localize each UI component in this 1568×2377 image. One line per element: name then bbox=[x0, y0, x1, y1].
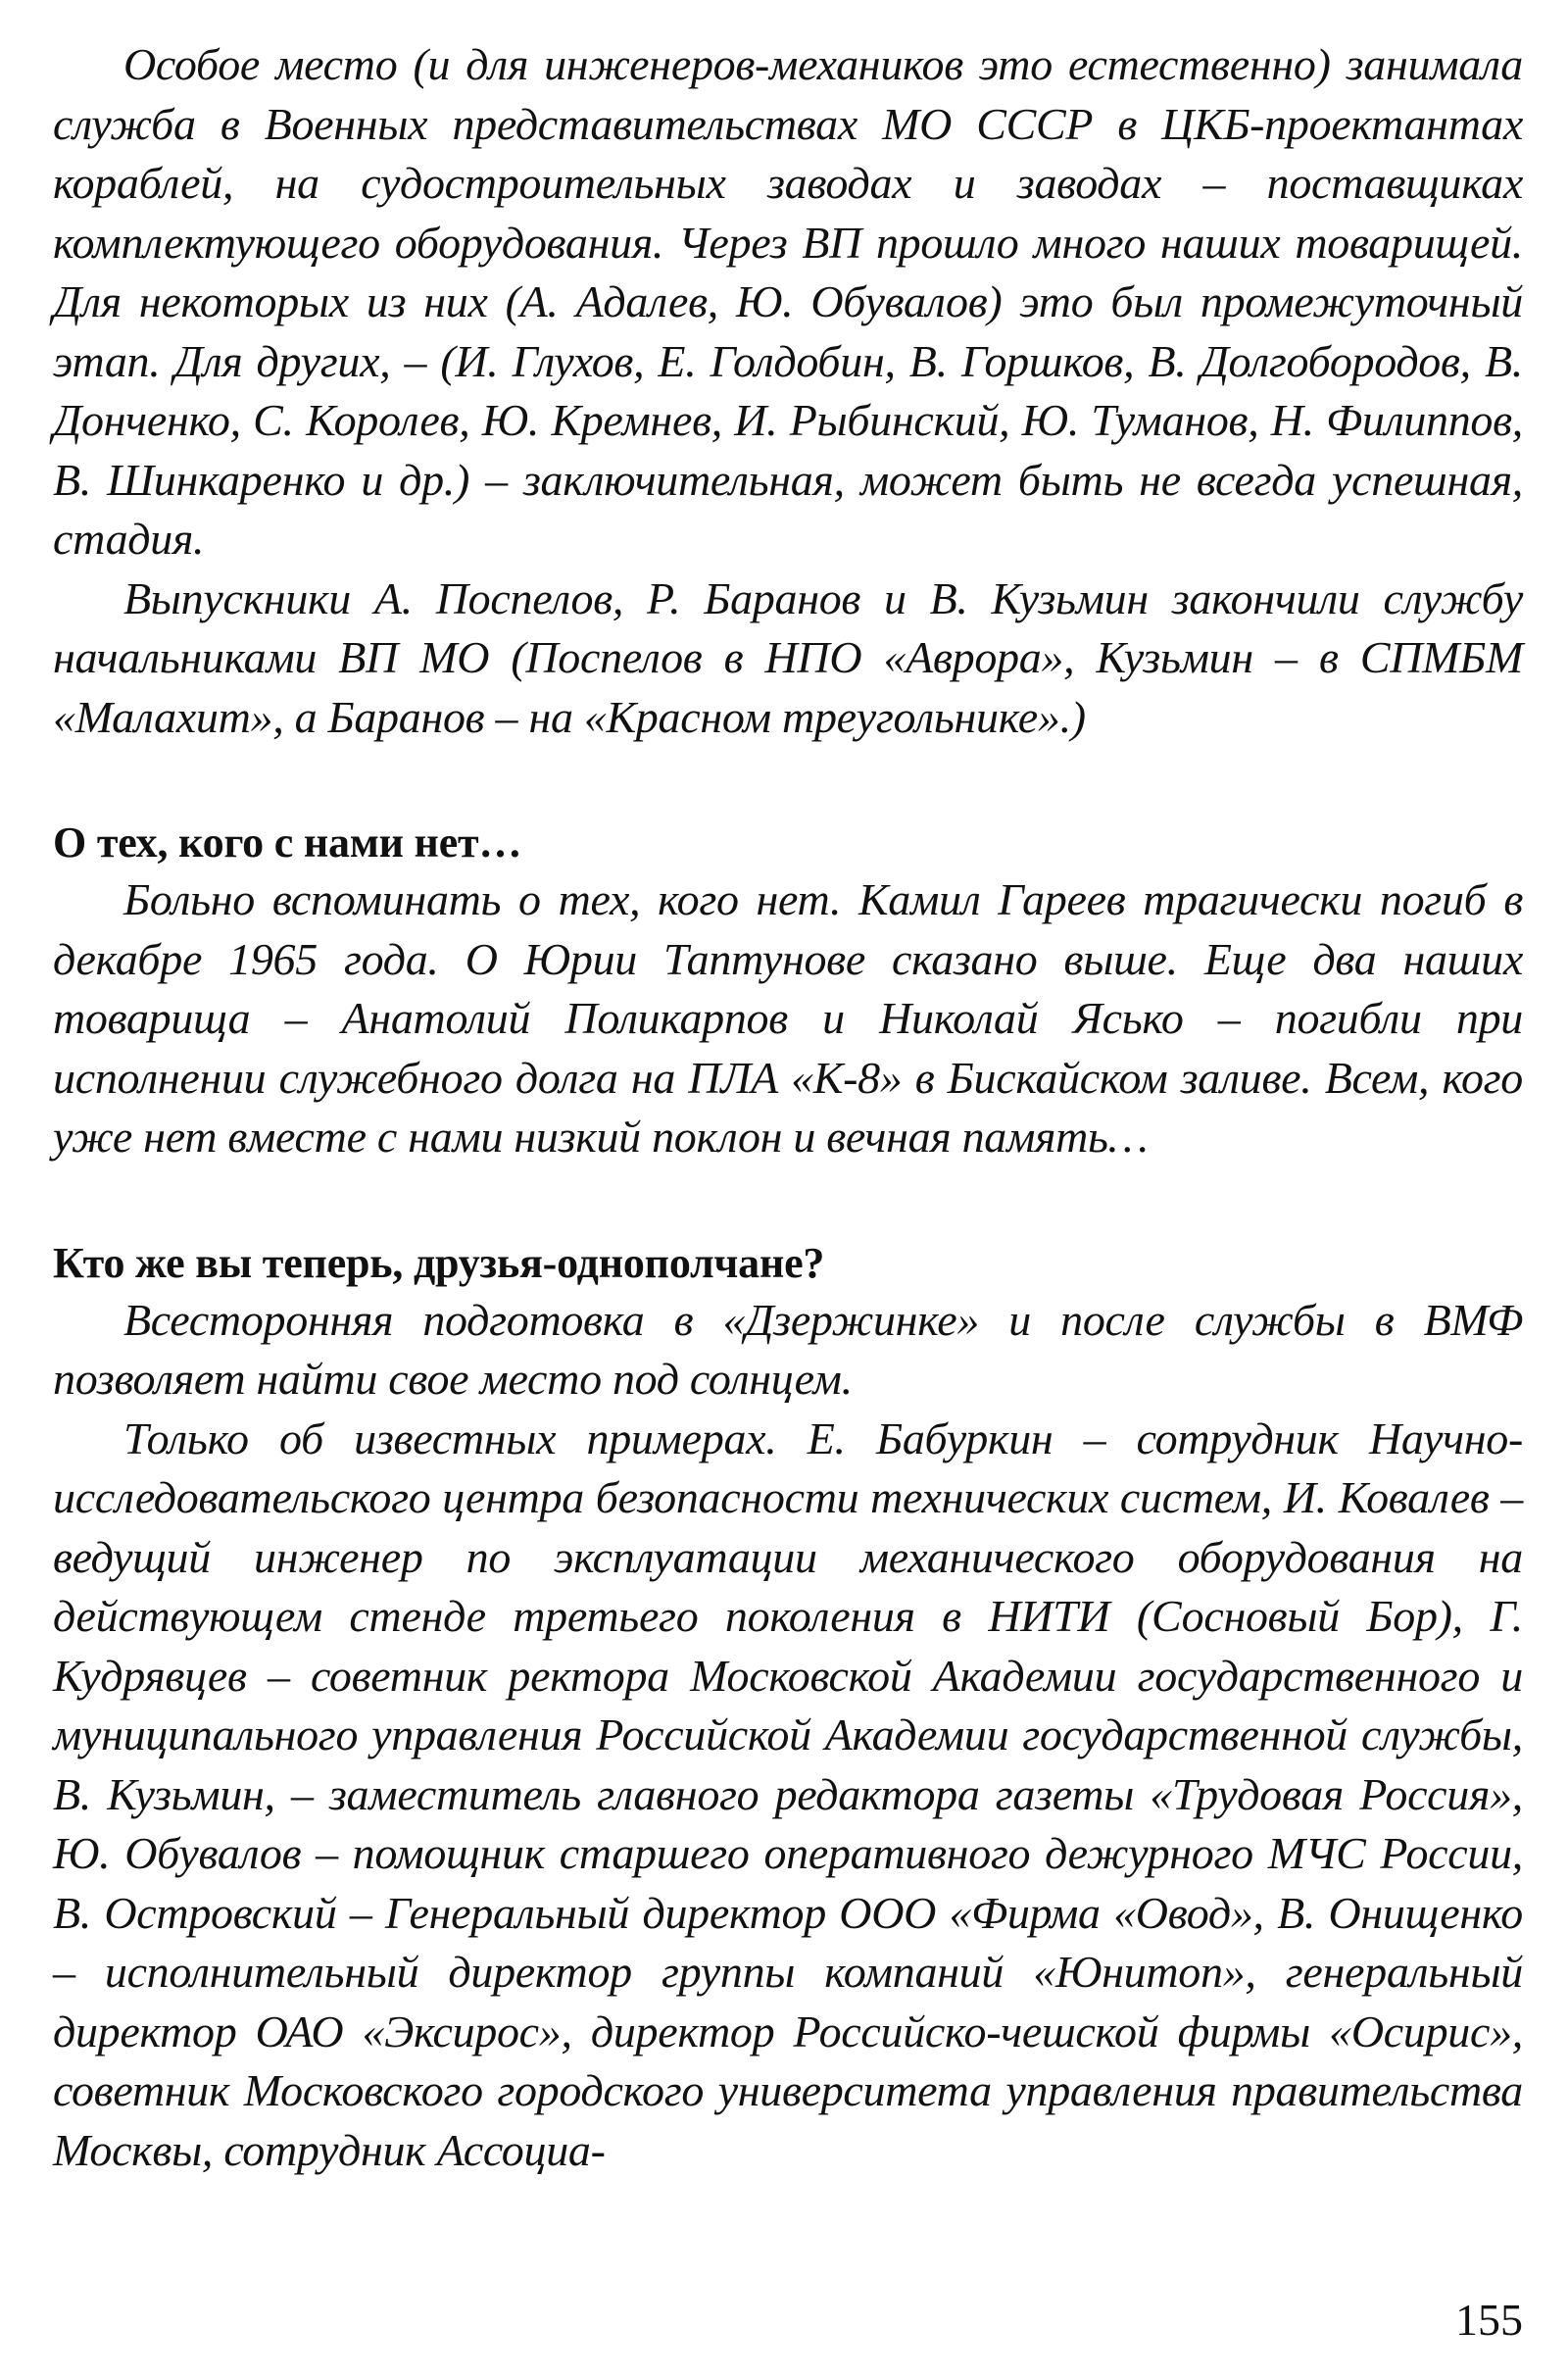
paragraph-graduates-chiefs: Выпускники А. Поспелов, Р. Баранов и В. Кузьмин закончили службу начальниками ВП МО (Поспелов в НПО «Аврора», Кузьмин – в СПМБМ «Малахит», а Баранов – на «Красном треугольнике».) bbox=[53, 572, 1523, 742]
paragraph-examples: Только об известных примерах. Е. Бабуркин – сотрудник Научно-исследовательского центра безопасности технических систем, И. Ковалев – ведущий инженер по эксплуатации механического оборудования на действующем стенде третьего поколения в НИТИ (Сосновый Бор), Г. Кудрявцев – советник ректора Московской Академии государственного и муниципального управления Российской Академии государственной службы, В. Кузьмин, – заместитель главного редактора газеты «Трудовая Россия», Ю. Обувалов – помощник старшего оперативного дежурного МЧС России, В. Островский – Генеральный директор ООО «Фирма «Овод», В. Онищенко – исполнительный директор группы компаний «Юнитоп», генеральный директор ОАО «Эксирос», директор Российско-чешской фирмы «Осирис», советник Московского городского университета управления правительства Москвы, сотрудник Ассоциа- bbox=[53, 1412, 1523, 2175]
paragraph-memorial: Больно вспоминать о тех, кого нет. Камил Гареев трагически погиб в декабре 1965 года. О Юрии Таптунове сказано выше. Еще два наших товарища – Анатолий Поликарпов и Николай Ясько – погибли при исполнении служебного долга на ПЛА «К-8» в Бискайском заливе. Всем, кого уже нет вместе с нами низкий поклон и вечная память… bbox=[53, 874, 1523, 1162]
section-heading-memorial: О тех, кого с нами нет… bbox=[53, 818, 522, 867]
paragraph-military-representation: Особое место (и для инженеров-механиков это естественно) занимала служба в Военных представительствах МО СССР в ЦКБ-проектантах кораблей, на судостроительных заводах и заводах – поставщиках комплектующего оборудования. Через ВП прошло много наших товарищей. Для некоторых из них (А. Адалев, Ю. Обувалов) это был промежуточный этап. Для других, – (И. Глухов, Е. Голдобин, В. Горшков, В. Долгобородов, В. Донченко, С. Королев, Ю. Кремнев, И. Рыбинский, Ю. Туманов, Н. Филиппов, В. Шинкаренко и др.) – заключительная, может быть не всегда успешная, стадия. bbox=[53, 39, 1523, 564]
paragraph-training: Всесторонняя подготовка в «Дзержинке» и после службы в ВМФ позволяет найти свое место под солнцем. bbox=[53, 1294, 1523, 1404]
page-number: 155 bbox=[1455, 2295, 1523, 2345]
page-body bbox=[53, 35, 1523, 2180]
section-heading-comrades: Кто же вы теперь, друзья-однополчане? bbox=[53, 1238, 825, 1287]
